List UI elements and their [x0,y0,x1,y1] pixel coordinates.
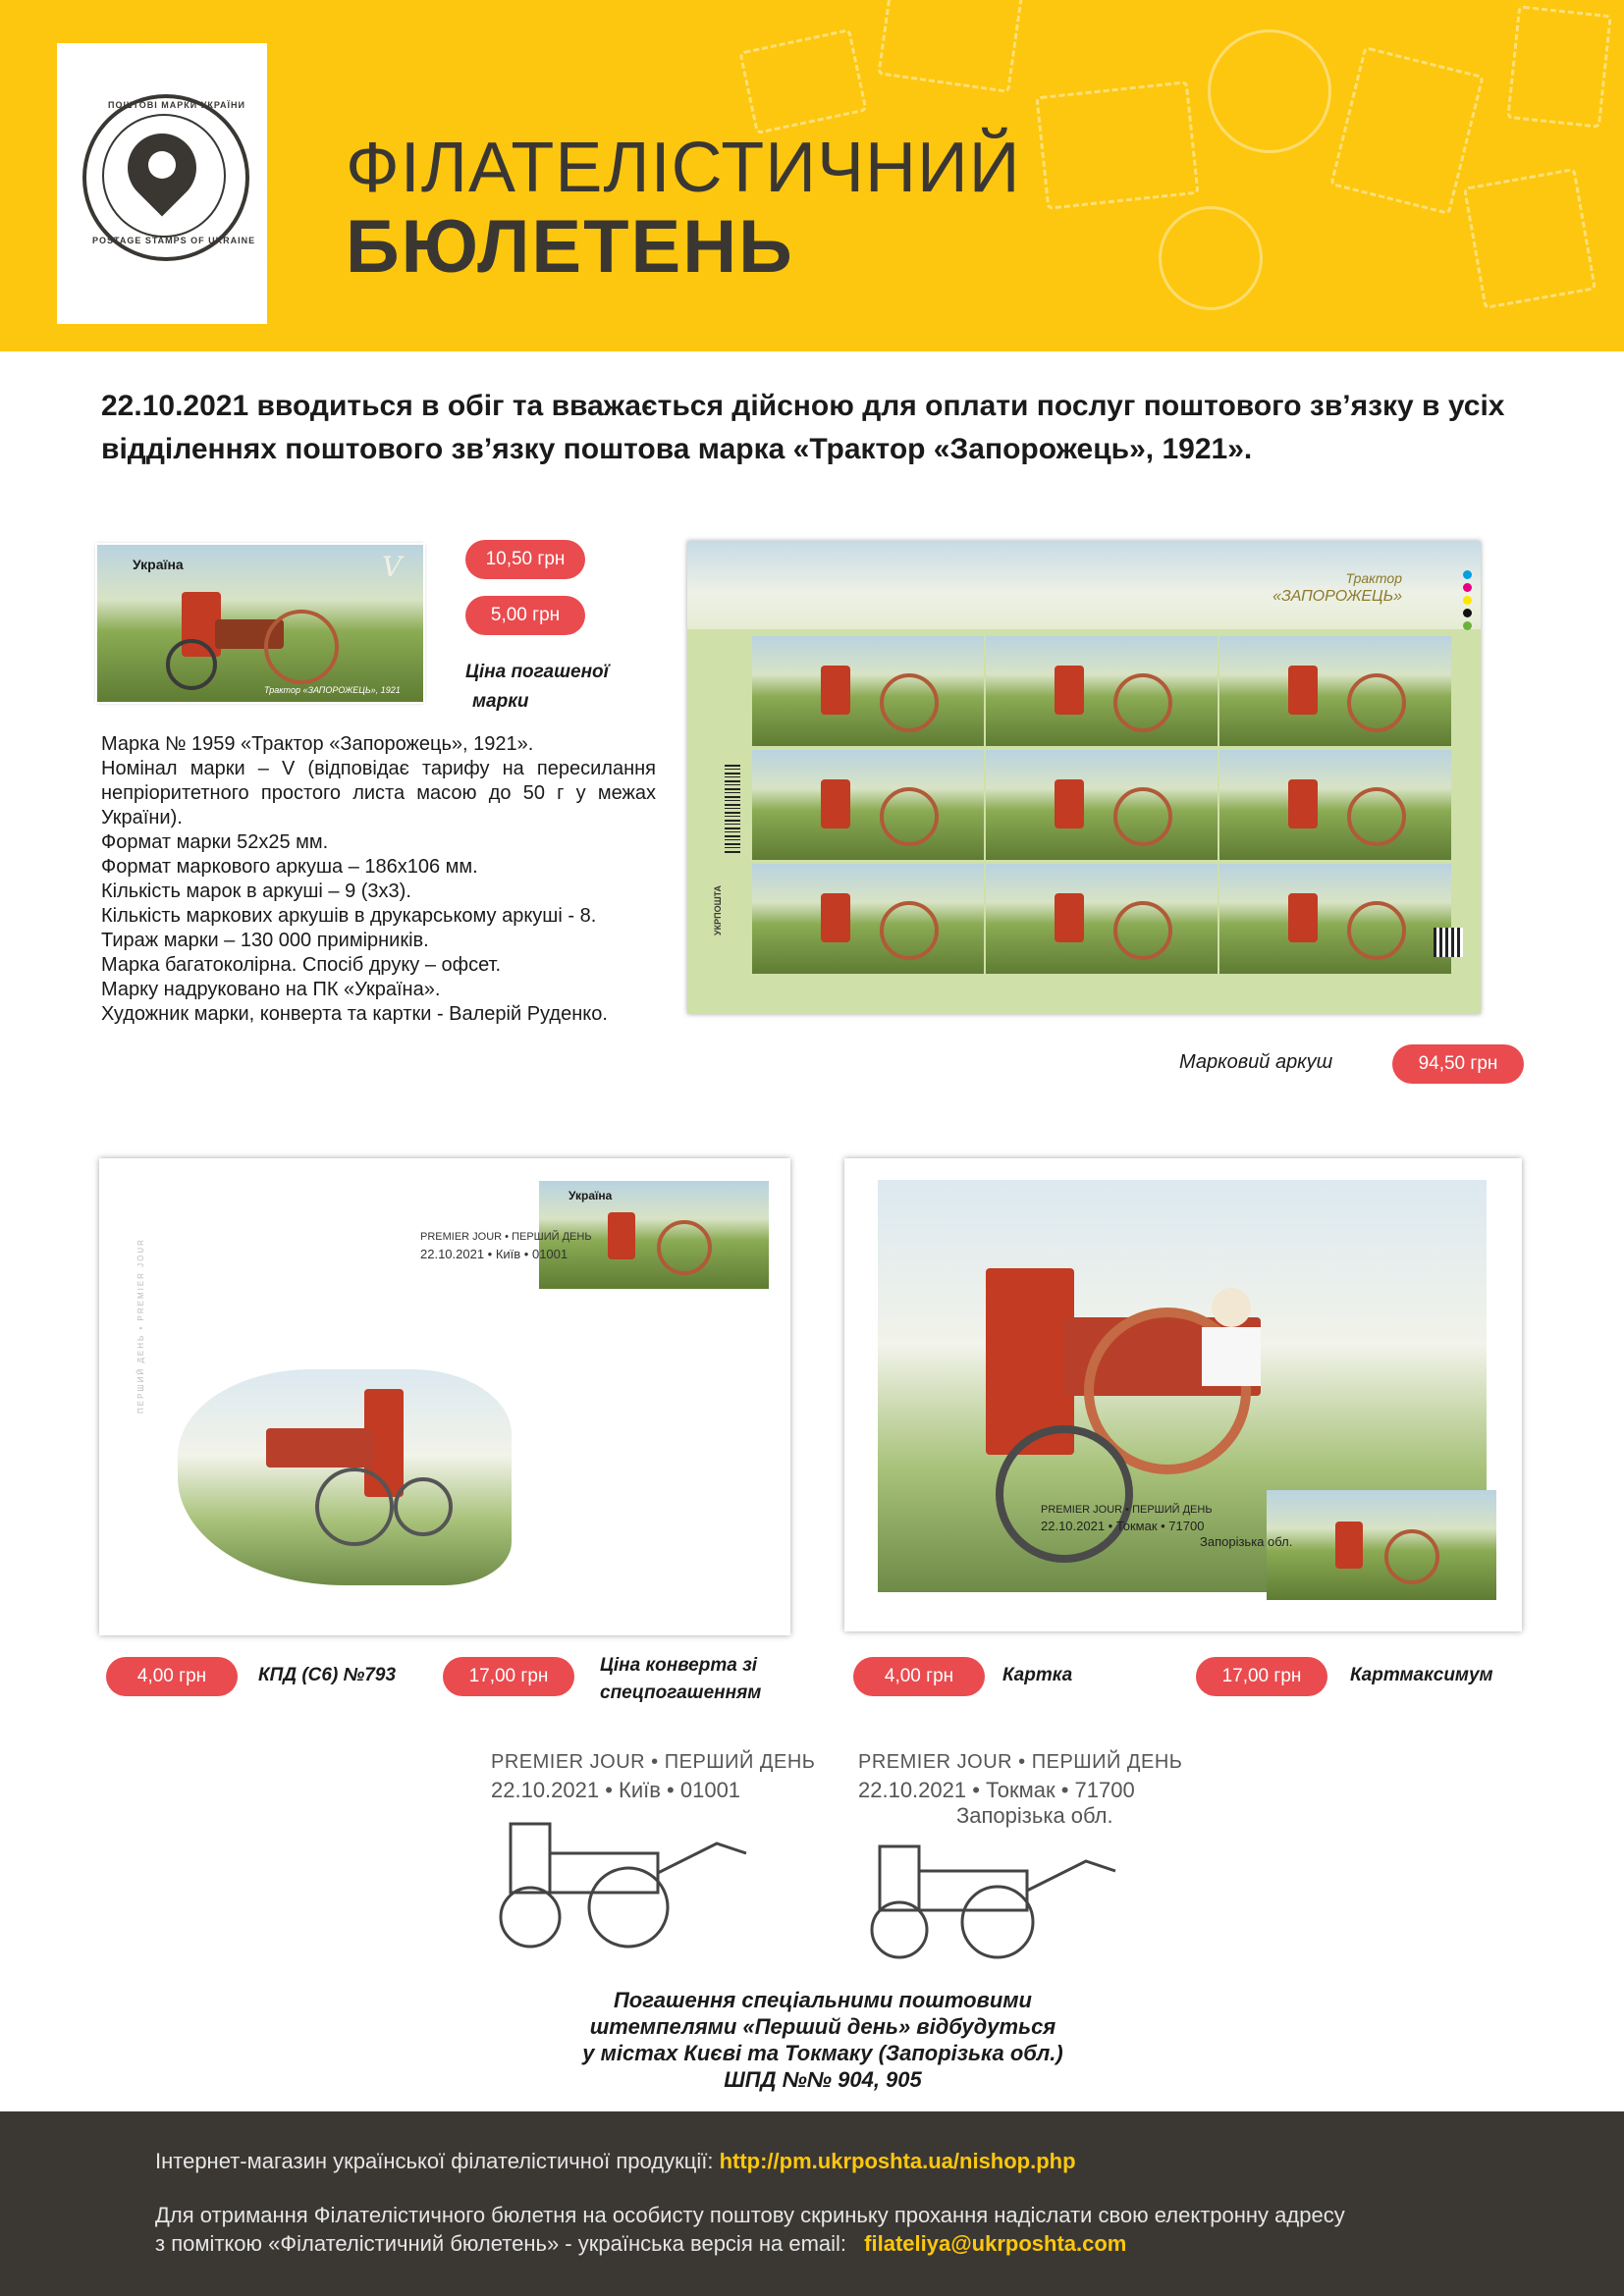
maxi-card-label: Картмаксимум [1350,1665,1493,1685]
tokmak-postmark-tractor-drawing [850,1842,1135,1959]
decor-stamp-outline [1035,80,1199,210]
kyiv-postmark-line1: PREMIER JOUR • ПЕРШИЙ ДЕНЬ [491,1751,816,1773]
stamp-denomination: V [382,551,403,583]
sheet-stamp [752,750,984,860]
tractor-front-wheel [166,639,217,690]
intro-date: 22.10.2021 [101,390,249,422]
tractor-rear-wheel [1113,787,1172,846]
sheet-price-badge: 94,50 грн [1392,1044,1524,1084]
kyiv-postmark-tractor-drawing [481,1814,766,1951]
tractor-rear-wheel [315,1468,394,1546]
tokmak-postmark-line3: Запорізька обл. [956,1803,1113,1828]
qr-code-icon [1434,928,1463,957]
stamp-details [101,732,656,1027]
tractor-radiator [821,779,850,828]
card-price-badge: 4,00 грн [853,1657,985,1696]
driver-body [1202,1327,1261,1386]
tractor-rear-wheel [1347,673,1406,732]
maxi-card-price-badge: 17,00 грн [1196,1657,1327,1696]
tokmak-postmark-line2: 22.10.2021 • Токмак • 71700 [858,1778,1135,1802]
maximum-card [844,1158,1522,1631]
cancel-note-line4: ШПД №№ 904, 905 [724,2067,922,2092]
tractor-rear-wheel [264,610,339,684]
decor-postmark-outline [1208,29,1331,153]
cancelled-price-label-line1: Ціна погашеної [465,662,609,682]
tractor-engine [266,1428,374,1468]
driver-head [1212,1288,1251,1327]
tractor-rear-wheel [1113,901,1172,960]
ukrposhta-brand: УКРПОШТА [713,884,723,935]
tokmak-postmark-line1: PREMIER JOUR • ПЕРШИЙ ДЕНЬ [858,1751,1183,1773]
kyiv-postmark-line2: 22.10.2021 • Київ • 01001 [491,1778,741,1802]
tractor-radiator [1055,666,1084,715]
detail-line: Марка № 1959 «Трактор «Запорожець», 1921». [101,733,534,755]
decor-stamp-outline [1506,5,1612,128]
email-link[interactable]: filateliya@ukrposhta.com [864,2231,1127,2256]
shop-label: Інтернет-магазин української філателістичної продукції: [155,2149,714,2173]
page-title-line1: ФІЛАТЕЛІСТИЧНИЙ [346,129,1021,207]
tractor-radiator [608,1212,635,1259]
cancelled-envelope-label-line1: Ціна конверта зі [600,1655,758,1676]
card-stamp [1267,1490,1496,1600]
sheet-stamp [986,750,1218,860]
subscribe-line2 [155,2231,1126,2257]
cancelled-envelope-price-badge: 17,00 грн [443,1657,574,1696]
color-register-dot [1463,583,1472,592]
color-register-dot [1463,609,1472,617]
shop-line [155,2149,1076,2174]
color-register-dot [1463,570,1472,579]
tractor-front-wheel [394,1477,453,1536]
tractor-radiator [1055,893,1084,942]
cancelled-price-label-line2: марки [472,691,529,712]
kyiv-postmark [491,1751,815,1803]
sheet-stamp [986,636,1218,746]
card-label: Картка [1002,1665,1073,1685]
detail-line: Формат маркового аркуша – 186х106 мм. [101,856,478,878]
tractor-radiator [1288,666,1318,715]
tokmak-postmark [858,1751,1182,1829]
stamp-caption: Трактор «ЗАПОРОЖЕЦЬ», 1921 [264,685,401,695]
tractor-radiator [821,666,850,715]
detail-line: Номінал марки – V (відповідає тарифу на пересилання непріоритетного простого листа масою до 50 г у межах України). [101,758,656,828]
cancelled-stamp-price-badge: 5,00 грн [465,596,585,635]
tractor-radiator [1055,779,1084,828]
sheet-stamp [1219,636,1451,746]
detail-line: Марка багатоколірна. Спосіб друку – офсет. [101,954,502,976]
cancel-note-line3: у містах Києві та Токмаку (Запорізька обл.) [582,2041,1063,2065]
stamp-image [97,545,423,702]
detail-line: Кількість маркових аркушів в друкарському аркуші - 8. [101,905,597,927]
decor-stamp-outline [1329,46,1485,215]
logo-bottom-text: POSTAGE STAMPS OF UKRAINE [92,236,256,245]
tractor-radiator [821,893,850,942]
tractor-rear-wheel [1347,901,1406,960]
sheet-title-line1: Трактор [1345,570,1402,586]
tractor-rear-wheel [1113,673,1172,732]
cancelled-envelope-label-line2: спецпогашенням [600,1682,762,1703]
header-banner [0,0,1624,351]
cancel-note-line1: Погашення спеціальними поштовими [613,1988,1032,2012]
detail-line: Формат марки 52х25 мм. [101,831,329,853]
intro-paragraph [101,385,1535,471]
cancel-note-line2: штемпелями «Перший день» відбудуться [589,2014,1056,2039]
tractor-rear-wheel [880,787,939,846]
detail-line: Художник марки, конверта та картки - Валерій Руденко. [101,1003,608,1025]
tractor-rear-wheel [880,901,939,960]
envelope-postmark-line1: PREMIER JOUR • ПЕРШИЙ ДЕНЬ [420,1231,592,1243]
intro-text: вводиться в обіг та вважається дійсною для оплати послуг поштового зв’язку в усіх відділеннях поштового зв’язку поштова марка «Трактор «Запорожець», 1921». [101,390,1505,465]
cancellation-note [403,1987,1243,2093]
decor-stamp-outline [877,0,1023,93]
sheet-title-line2: «ЗАПОРОЖЕЦЬ» [1272,588,1402,605]
decor-stamp-outline [738,28,867,134]
card-postmark-line1: PREMIER JOUR • ПЕРШИЙ ДЕНЬ [1041,1504,1213,1516]
subscribe-text: з поміткою «Філателістичний бюлетень» - українська версія на email: [155,2231,847,2256]
sheet-stamp [752,636,984,746]
stamp-country: Україна [133,557,184,572]
pin-hole [148,151,176,179]
card-postmark-line2: 22.10.2021 • Токмак • 71700 [1041,1519,1205,1533]
envelope-illustration [178,1369,512,1585]
envelope-postmark-line2: 22.10.2021 • Київ • 01001 [420,1247,568,1261]
detail-line: Марку надруковано на ПК «Україна». [101,979,441,1000]
card-postmark-line3: Запорізька обл. [1200,1534,1293,1549]
envelope-label: КПД (С6) №793 [258,1665,397,1685]
detail-line: Кількість марок в аркуші – 9 (3х3). [101,881,411,902]
logo-top-text: ПОШТОВІ МАРКИ УКРАЇНИ [108,100,246,110]
envelope-side-text: ПЕРШИЙ ДЕНЬ • PREMIER JOUR [136,1238,145,1414]
page-title-line2: БЮЛЕТЕНЬ [346,205,794,289]
stamp-price-badge: 10,50 грн [465,540,585,579]
sheet-stamp [986,864,1218,974]
subscribe-line1: Для отримання Філателістичного бюлетня на особисту поштову скриньку прохання надіслати свою електронну адресу [155,2203,1345,2227]
barcode-icon [725,765,740,855]
tractor-rear-wheel [1347,787,1406,846]
tractor-rear-wheel [1384,1529,1439,1584]
sheet-stamp [752,864,984,974]
first-day-cover [99,1158,790,1635]
stamp-country: Україна [568,1189,613,1202]
tractor-front-wheel [996,1425,1133,1563]
sheet-stamp [1219,864,1451,974]
detail-line: Тираж марки – 130 000 примірників. [101,930,429,951]
sheet-label: Марковий аркуш [1179,1051,1333,1073]
tractor-rear-wheel [657,1220,712,1275]
color-register-dot [1463,596,1472,605]
tractor-radiator [1335,1522,1363,1569]
decor-stamp-outline [1463,168,1597,309]
sheet-stamp [1219,750,1451,860]
tractor-radiator [1288,893,1318,942]
footer [0,2111,1624,2296]
tractor-radiator [1288,779,1318,828]
color-register-dot [1463,621,1472,630]
decor-postmark-outline [1159,206,1263,310]
stamp-sheet [687,541,1481,1014]
logo [57,43,267,324]
envelope-price-badge: 4,00 грн [106,1657,238,1696]
tractor-rear-wheel [880,673,939,732]
shop-link[interactable]: http://pm.ukrposhta.ua/nishop.php [719,2149,1076,2173]
